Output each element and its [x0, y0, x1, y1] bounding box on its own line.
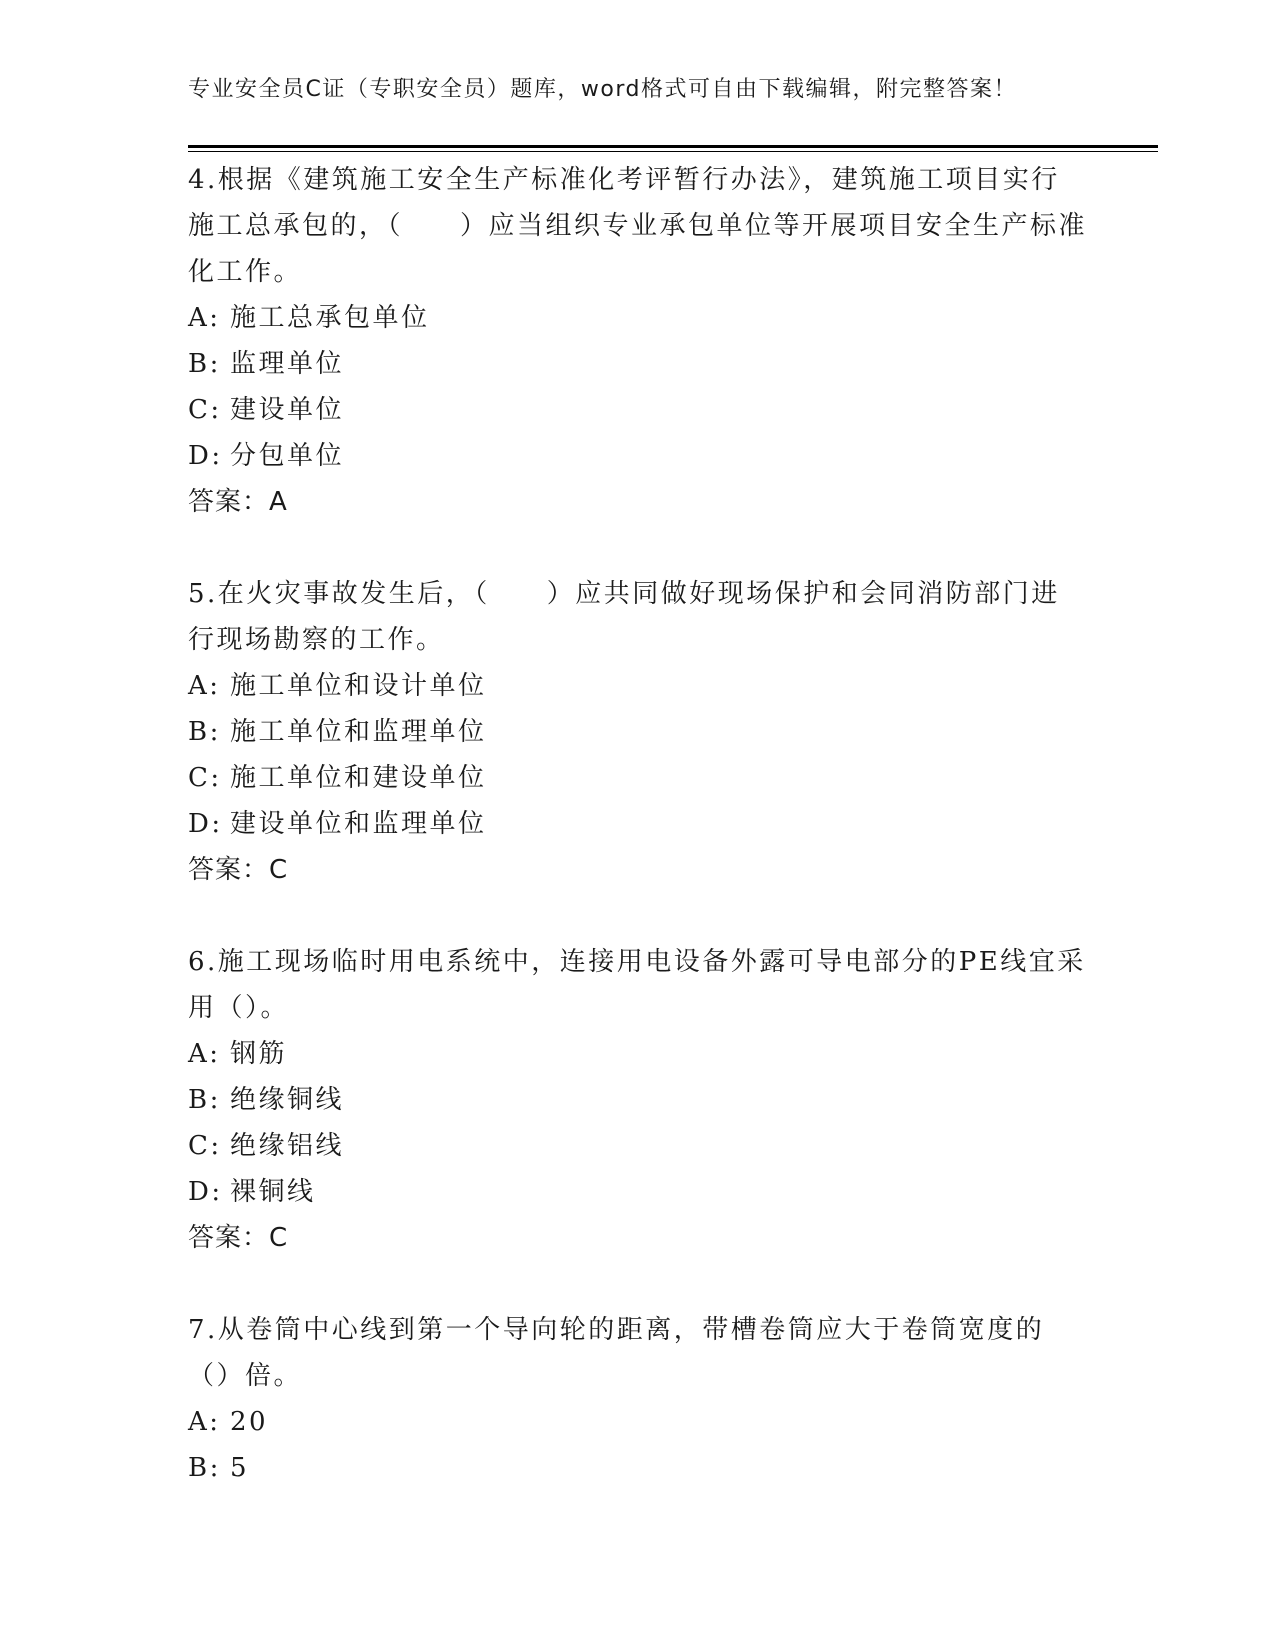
option-key: C:: [188, 1131, 222, 1161]
option-text: 钢筋: [230, 1039, 288, 1069]
page-header: 专业安全员C证（专职安全员）题库，word格式可自由下载编辑，附完整答案！: [188, 77, 1017, 102]
question-6: [188, 939, 1088, 1261]
option-key: A:: [188, 1039, 221, 1069]
question-text: 7.从卷筒中心线到第一个导向轮的距离，带槽卷筒应大于卷筒宽度的（）倍。: [188, 1315, 1045, 1391]
option-a: [188, 295, 1088, 341]
option-c: [188, 387, 1088, 433]
option-key: B:: [188, 1085, 221, 1115]
option-text: 裸铜线: [230, 1177, 316, 1207]
option-key: A:: [188, 303, 221, 333]
option-key: D:: [188, 441, 223, 471]
option-a: [188, 1031, 1088, 1077]
spacer: [188, 525, 1088, 571]
option-c: [188, 755, 1088, 801]
answer: 答案：C: [188, 855, 289, 885]
header-rule-thin: [188, 151, 1158, 152]
option-a: [188, 663, 1088, 709]
option-key: B:: [188, 1453, 221, 1483]
option-d: [188, 1169, 1088, 1215]
option-key: A:: [188, 1407, 221, 1437]
option-b: [188, 1077, 1088, 1123]
question-5: [188, 571, 1088, 893]
answer: 答案：A: [188, 487, 288, 517]
option-d: [188, 433, 1088, 479]
answer: 答案：C: [188, 1223, 289, 1253]
spacer: [188, 1261, 1088, 1307]
option-key: C:: [188, 395, 222, 425]
option-text: 20: [230, 1407, 269, 1437]
option-text: 施工总承包单位: [230, 303, 430, 333]
option-key: B:: [188, 717, 221, 747]
option-key: D:: [188, 809, 223, 839]
option-b: [188, 1445, 1088, 1491]
question-4: [188, 157, 1088, 525]
question-text: 5.在火灾事故发生后，（ ）应共同做好现场保护和会同消防部门进行现场勘察的工作。: [188, 579, 1060, 655]
option-text: 监理单位: [230, 349, 345, 379]
option-key: A:: [188, 671, 221, 701]
question-text: 4.根据《建筑施工安全生产标准化考评暂行办法》，建筑施工项目实行施工总承包的，（ ）应当组织专业承包单位等开展项目安全生产标准化工作。: [188, 165, 1088, 287]
option-key: B:: [188, 349, 221, 379]
option-text: 建设单位: [230, 395, 345, 425]
option-b: [188, 341, 1088, 387]
option-c: [188, 1123, 1088, 1169]
option-a: [188, 1399, 1088, 1445]
option-text: 施工单位和建设单位: [230, 763, 487, 793]
option-key: C:: [188, 763, 222, 793]
option-text: 建设单位和监理单位: [230, 809, 487, 839]
option-key: D:: [188, 1177, 223, 1207]
question-text: 6.施工现场临时用电系统中，连接用电设备外露可导电部分的PE线宜采用（）。: [188, 947, 1086, 1023]
option-text: 施工单位和设计单位: [230, 671, 487, 701]
header-rule-thick: [188, 145, 1158, 148]
option-d: [188, 801, 1088, 847]
question-7: [188, 1307, 1088, 1491]
option-text: 绝缘铜线: [230, 1085, 345, 1115]
spacer: [188, 893, 1088, 939]
option-text: 施工单位和监理单位: [230, 717, 487, 747]
option-text: 绝缘铝线: [230, 1131, 345, 1161]
option-text: 分包单位: [230, 441, 345, 471]
question-list: [188, 157, 1088, 1491]
option-text: 5: [230, 1453, 250, 1483]
option-b: [188, 709, 1088, 755]
